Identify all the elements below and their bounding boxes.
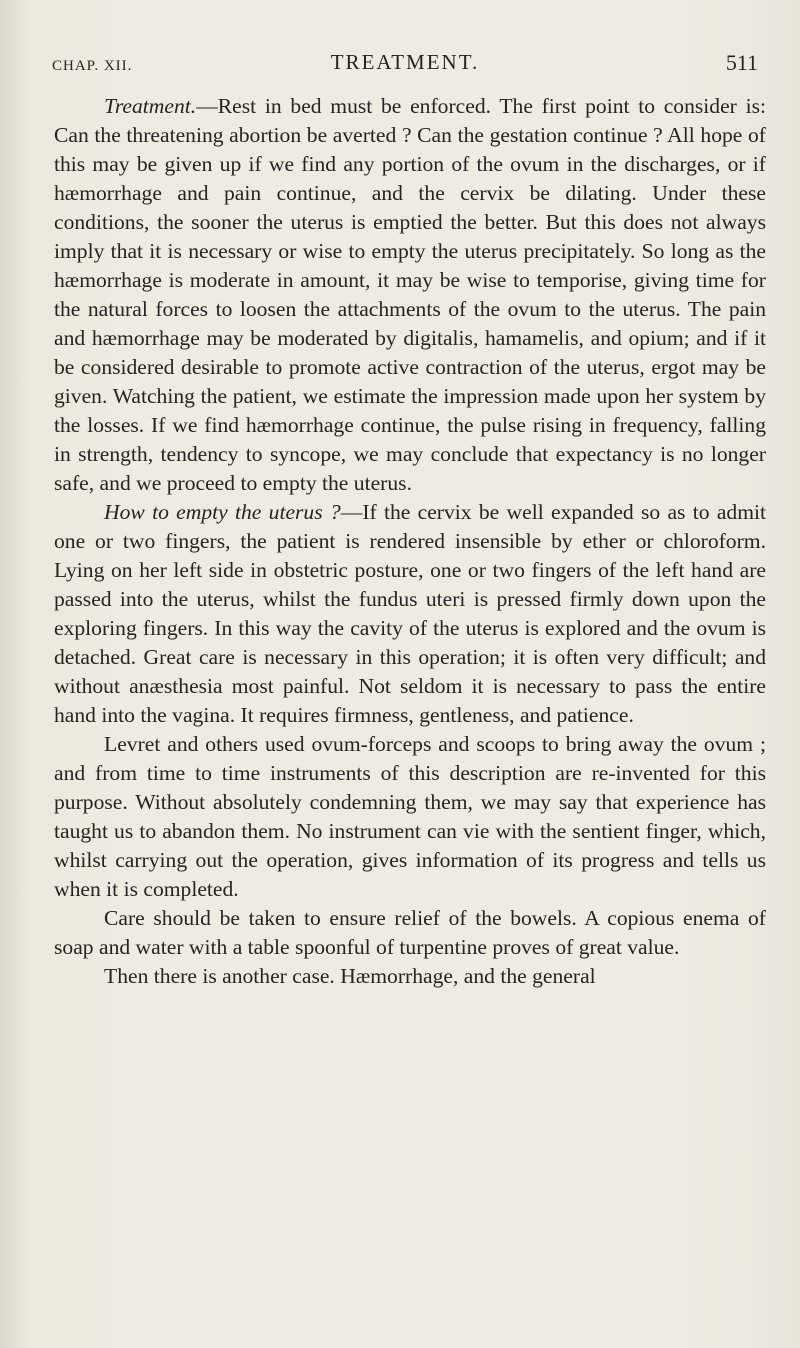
running-head xyxy=(52,50,758,80)
paragraph-how-to-empty xyxy=(54,498,766,730)
paragraph-treatment xyxy=(54,92,766,498)
paragraph-text: Levret and others used ovum-forceps and scoops to bring away the ovum ; and from time to time instruments of this description are re-invented for this purpose. Without absolutely condemning them, we may say that experience has taught us to abandon them. No instrument can vie with the sentient finger, which, whilst carrying out the operation, gives information of its progress and tells us when it is completed. xyxy=(54,732,766,901)
body-text xyxy=(54,92,766,991)
paragraph-instruments xyxy=(54,730,766,904)
paragraph-lead: Treatment. xyxy=(104,94,197,118)
paragraph-text: Care should be taken to ensure relief of the bowels. A copious enema of soap and water with a table spoonful of turpentine proves of great value. xyxy=(54,906,766,959)
paragraph-text: —Rest in bed must be enforced. The first point to consider is: Can the threatening abortion be averted ? Can the gestation continue ? All hope of this may be given up if we find any portion of the ovum in the discharges, or if hæmorrhage and pain continue, and the cervix be dilating. Under these conditions, the sooner the uterus is emptied the better. But this does not always imply that it is necessary or wise to empty the uterus precipitately. So long as the hæmorrhage is moderate in amount, it may be wise to temporise, giving time for the natural forces to loosen the attachments of the ovum to the uterus. The pain and hæmorrhage may be moderated by digitalis, hamamelis, and opium; and if it be considered desirable to promote active contraction of the uterus, ergot may be given. Watching the patient, we estimate the impression made upon her system by the losses. If we find hæmorrhage continue, the pulse rising in frequency, falling in strength, tendency to syncope, we may conclude that expectancy is no longer safe, and we proceed to empty the uterus. xyxy=(54,94,766,495)
paragraph-another-case xyxy=(54,962,766,991)
chapter-label: CHAP. XII. xyxy=(52,58,133,74)
paragraph-text: —If the cervix be well expanded so as to admit one or two fingers, the patient is rendered insensible by ether or chloroform. Lying on her left side in obstetric posture, one or two fingers of the left hand are passed into the uterus, whilst the fundus uteri is pressed firmly down upon the exploring fingers. In this way the cavity of the uterus is explored and the ovum is detached. Great care is necessary in this operation; it is often very difficult; and without anæsthesia most painful. Not seldom it is necessary to pass the entire hand into the vagina. It requires firmness, gentleness, and patience. xyxy=(54,500,766,727)
running-title: TREATMENT. xyxy=(330,50,480,74)
paragraph-text: Then there is another case. Hæmorrhage, and the general xyxy=(104,964,596,988)
paragraph-bowels xyxy=(54,904,766,962)
page-number: 511 xyxy=(725,50,758,75)
paragraph-lead: How to empty the uterus ? xyxy=(104,500,341,524)
